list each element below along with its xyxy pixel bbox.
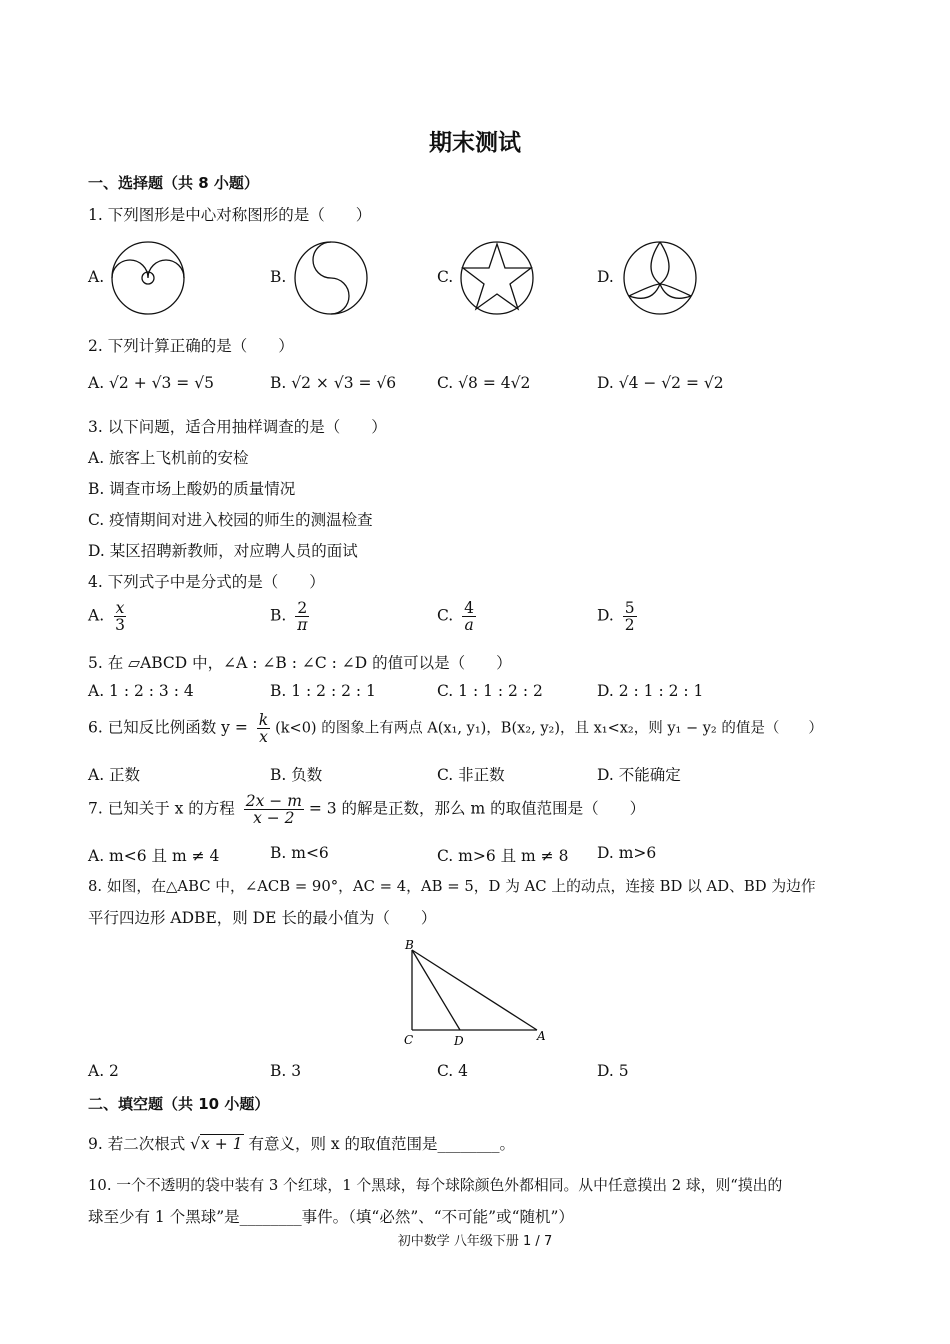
q8-triangle-figure <box>395 935 555 1050</box>
fraction-numerator: 4 <box>464 599 475 617</box>
question-10-line2: 球至少有 1 个黑球”是________事件。（填“必然”、“不可能”或“随机”） <box>88 1208 574 1226</box>
question-2-stem: 2. 下列计算正确的是（ ） <box>88 337 294 355</box>
q7-fraction <box>244 793 304 826</box>
q7-stem-prefix: 7. 已知关于 x 的方程 <box>88 799 235 818</box>
label-d: D <box>454 1034 464 1048</box>
section-heading-fill: 二、填空题（共 10 小题） <box>88 1095 270 1113</box>
question-5-stem: 5. 在 ▱ABCD 中，∠A : ∠B : ∠C : ∠D 的值可以是（ ） <box>88 654 512 672</box>
q1-option-c-label: C. <box>437 268 454 286</box>
section-heading-choice: 一、选择题（共 8 小题） <box>88 174 259 192</box>
fraction-numerator: k <box>258 711 269 729</box>
q6-option-c: C. 非正数 <box>437 766 505 784</box>
q1-figure-a-circle-heart <box>110 240 186 316</box>
q5-option-a: A. 1 : 2 : 3 : 4 <box>88 682 194 700</box>
fraction-numerator: 2x − m <box>245 792 302 810</box>
q6-option-a: A. 正数 <box>88 766 141 784</box>
q8-option-a: A. 2 <box>88 1062 119 1080</box>
fraction-numerator: x <box>115 599 125 617</box>
q6-option-b: B. 负数 <box>270 766 323 784</box>
q6-stem-suffix: (k<0) 的图象上有两点 A(x₁, y₁)，B(x₂, y₂)，且 x₁<x₂，则 y₁ − y₂ 的值是（ ） <box>275 720 823 737</box>
question-1-stem: 1. 下列图形是中心对称图形的是（ ） <box>88 206 372 224</box>
q4-option-d-label: D. <box>597 606 614 625</box>
fraction-denominator: a <box>464 616 474 634</box>
q4-option-d-fraction <box>623 600 637 633</box>
question-9-stem <box>88 1132 515 1154</box>
q7-option-c: C. m>6 且 m ≠ 8 <box>437 847 569 865</box>
question-3-stem: 3. 以下问题，适合用抽样调查的是（ ） <box>88 418 387 436</box>
q3-option-a: A. 旅客上飞机前的安检 <box>88 449 249 467</box>
q1-option-a-label: A. <box>88 268 105 286</box>
q7-option-d: D. m>6 <box>597 844 657 862</box>
q2-option-c: C. √8 = 4√2 <box>437 374 531 392</box>
question-4-stem: 4. 下列式子中是分式的是（ ） <box>88 573 325 591</box>
q3-option-b: B. 调查市场上酸奶的质量情况 <box>88 480 296 498</box>
q5-option-b: B. 1 : 2 : 2 : 1 <box>270 682 376 700</box>
page-title: 期末测试 <box>429 130 521 156</box>
q2-option-a: A. √2 + √3 = √5 <box>88 374 214 392</box>
q6-fraction <box>257 712 270 745</box>
fraction-denominator: x − 2 <box>253 809 295 827</box>
fraction-denominator: 2 <box>624 616 635 634</box>
q7-option-a: A. m<6 且 m ≠ 4 <box>88 847 220 865</box>
q7-stem-suffix: = 3 的解是正数，那么 m 的取值范围是（ ） <box>308 799 646 818</box>
fraction-denominator: π <box>297 616 308 634</box>
q9-suffix: 有意义，则 x 的取值范围是________。 <box>248 1135 516 1153</box>
fraction-numerator: 2 <box>297 599 308 617</box>
q4-option-c <box>437 600 476 633</box>
q4-option-c-fraction <box>462 600 476 633</box>
label-c: C <box>404 1033 414 1047</box>
q3-option-d: D. 某区招聘新教师，对应聘人员的面试 <box>88 542 358 560</box>
label-a: A <box>537 1029 546 1043</box>
q1-figure-c-star <box>459 240 535 316</box>
q1-figure-b-yinyang <box>293 240 369 316</box>
q4-option-b-fraction <box>295 600 309 633</box>
q3-option-c: C. 疫情期间对进入校园的师生的测温检查 <box>88 511 373 529</box>
q4-option-c-label: C. <box>437 606 454 625</box>
fraction-denominator: x <box>259 728 268 746</box>
question-8-stem-line1: 8. 如图，在△ABC 中，∠ACB = 90°，AC = 4，AB = 5，D 为 AC 上的动点，连接 BD 以 AD、BD 为边作 <box>88 878 816 895</box>
question-8-stem-line2: 平行四边形 ADBE，则 DE 长的最小值为（ ） <box>88 909 437 927</box>
sqrt-icon: √ <box>190 1135 201 1153</box>
question-10-line1: 10. 一个不透明的袋中装有 3 个红球，1 个黑球，每个球除颜色外都相同。从中任意摸出 2 球，则“摸出的 <box>88 1177 783 1194</box>
q1-option-b-label: B. <box>270 268 287 286</box>
q4-option-d <box>597 600 637 633</box>
q4-option-a-label: A. <box>88 606 105 625</box>
q2-option-d: D. √4 − √2 = √2 <box>597 374 724 392</box>
q5-option-c: C. 1 : 1 : 2 : 2 <box>437 682 543 700</box>
q2-option-b: B. √2 × √3 = √6 <box>270 374 397 392</box>
question-6-stem <box>88 712 823 745</box>
q1-figure-d-three-petals <box>622 240 698 316</box>
q8-option-c: C. 4 <box>437 1062 469 1080</box>
q9-prefix: 9. 若二次根式 <box>88 1135 186 1153</box>
q9-radicand: x + 1 <box>201 1135 243 1153</box>
q6-option-d: D. 不能确定 <box>597 766 681 784</box>
q5-option-d: D. 2 : 1 : 2 : 1 <box>597 682 704 700</box>
label-b: B <box>405 938 414 952</box>
fraction-numerator: 5 <box>624 599 635 617</box>
q7-option-b: B. m<6 <box>270 844 329 862</box>
q8-option-b: B. 3 <box>270 1062 302 1080</box>
q4-option-b-label: B. <box>270 606 287 625</box>
question-7-stem <box>88 793 645 826</box>
q4-option-b <box>270 600 309 633</box>
q4-option-a-fraction <box>113 600 127 633</box>
q8-option-d: D. 5 <box>597 1062 629 1080</box>
q6-stem-prefix: 6. 已知反比例函数 y = <box>88 718 248 737</box>
q1-option-d-label: D. <box>597 268 614 286</box>
q4-option-a <box>88 600 127 633</box>
page-footer: 初中数学 八年级下册 1 / 7 <box>397 1234 553 1249</box>
fraction-denominator: 3 <box>115 616 125 634</box>
